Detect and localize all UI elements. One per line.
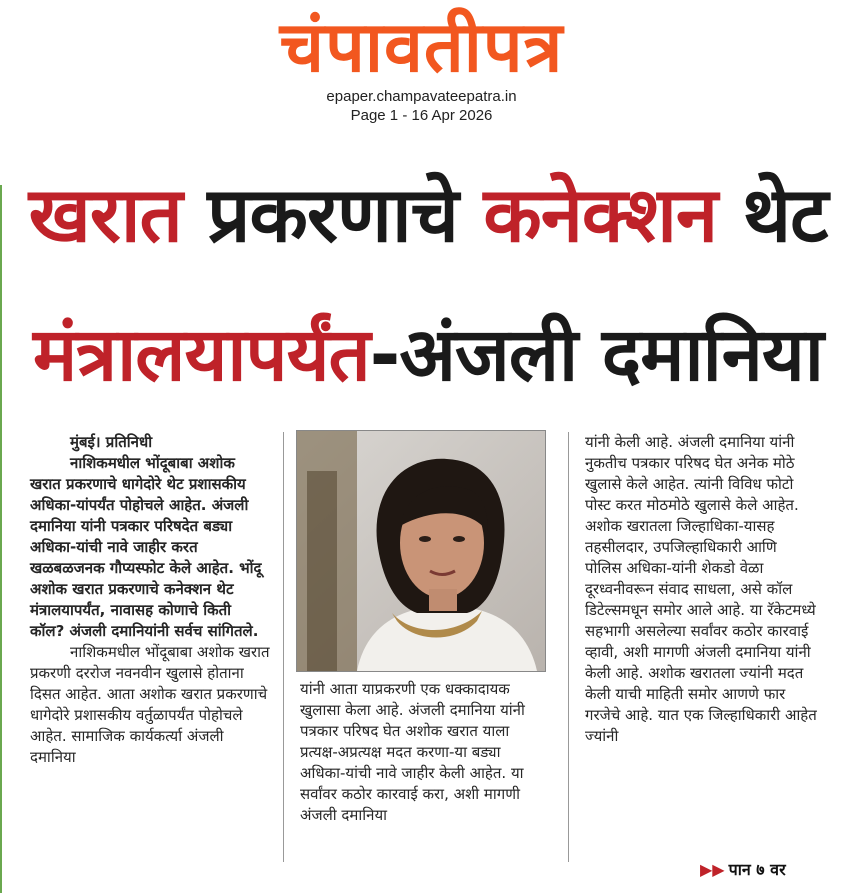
headline-word-kharat: खरात [28,170,182,259]
headline-line-2 [28,300,828,410]
headline-word-anjali-damania: -अंजली दमानिया [369,312,823,398]
column-divider [283,432,284,862]
column-divider [568,432,569,862]
page-date-line: Page 1 - 16 Apr 2026 [350,107,493,124]
epaper-url[interactable]: epaper.champavateepatra.in [326,88,517,105]
article-column-2 [300,679,550,826]
continued-label: पान ७ वर [728,860,786,879]
article-lead: नाशिकमधील भोंदूबाबा अशोक खरात प्रकरणाचे धागेदोरे थेट प्रशासकीय अधिका-यांपर्यंत पोहोचले आहेत. अंजली दमानिया यांनी पत्रकार परिषदेत बड्या अधिका-यांची नावे जाहीर करत खळबळजनक गौप्यस्फोट केले आहेत. भोंदू अशोक खरात प्रकरणाचे कनेक्शन थेट मंत्रालयापर्यंत, नावासह कोणाचे किती कॉल? अंजली दमानियांनी सर्वच सांगितले. [30,454,262,640]
article-body-1: नाशिकमधील भोंदूबाबा अशोक खरात प्रकरणी दररोज नवनवीन खुलासे होताना दिसत आहेत. आता अशोक खरात प्रकरणाचे धागेदोरे प्रशासकीय वर्तुळापर्यंत पोहोचले आहेत. सामाजिक कार्यकर्त्या अंजली दमानिया [30,643,270,766]
portrait-photo-illustration [297,431,545,671]
article-column-1 [30,432,270,768]
headline-line-1 [28,160,828,270]
article-column-3 [585,432,817,747]
dateline: मुंबई। प्रतिनिधी [70,433,153,451]
headline-word-mantralaya: मंत्रालयापर्यंत [33,312,370,398]
article-body-3: यांनी केली आहे. अंजली दमानिया यांनी नुकतीच पत्रकार परिषद घेत अनेक मोठे खुलासे केले आहेत. त्यांनी विविध फोटो पोस्ट करत मोठमोठे खुलासे केले आहेत. अशोक खरातला जिल्हाधिका-यासह तहसीलदार, उपजिल्हाधिकारी आणि पोलिस अधिका-यांनी शेकडो वेळा दूरध्वनीवरून संवाद साधला, असे कॉल डिटेल्समधून समोर आले आहे. या रॅकेटमध्ये सहभागी असलेल्या सर्वांवर कठोर कारवाई व्हावी, अशी मागणी अंजली दमानिया यांनी केली आहे. अशोक खरातला ज्यांनी मदत केली याची माहिती समोर आणणे फार गरजेचे आहे. यात एक जिल्हाधिकारी आहेत ज्यांनी [585,433,817,745]
masthead-title: चंपावतीपत्र [279,6,564,88]
double-arrow-icon: ▶▶ [700,860,725,879]
headline-word-prakaranache: प्रकरणाचे [207,170,458,259]
headline-word-connection: कनेक्शन [483,170,718,259]
headline-word-thet: थेट [742,170,828,259]
continued-on-page-7[interactable] [700,858,786,880]
portrait-photo [296,430,546,672]
left-border-rule [0,185,2,893]
article-body-2: यांनी आता याप्रकरणी एक धक्कादायक खुलासा केला आहे. अंजली दमानिया यांनी पत्रकार परिषद घेत अशोक खरात याला प्रत्यक्ष-अप्रत्यक्ष मदत करणा-या बड्या अधिका-यांची नावे जाहीर केली आहेत. या सर्वांवर कठोर कारवाई करा, अशी मागणी अंजली दमानिया [300,680,525,824]
